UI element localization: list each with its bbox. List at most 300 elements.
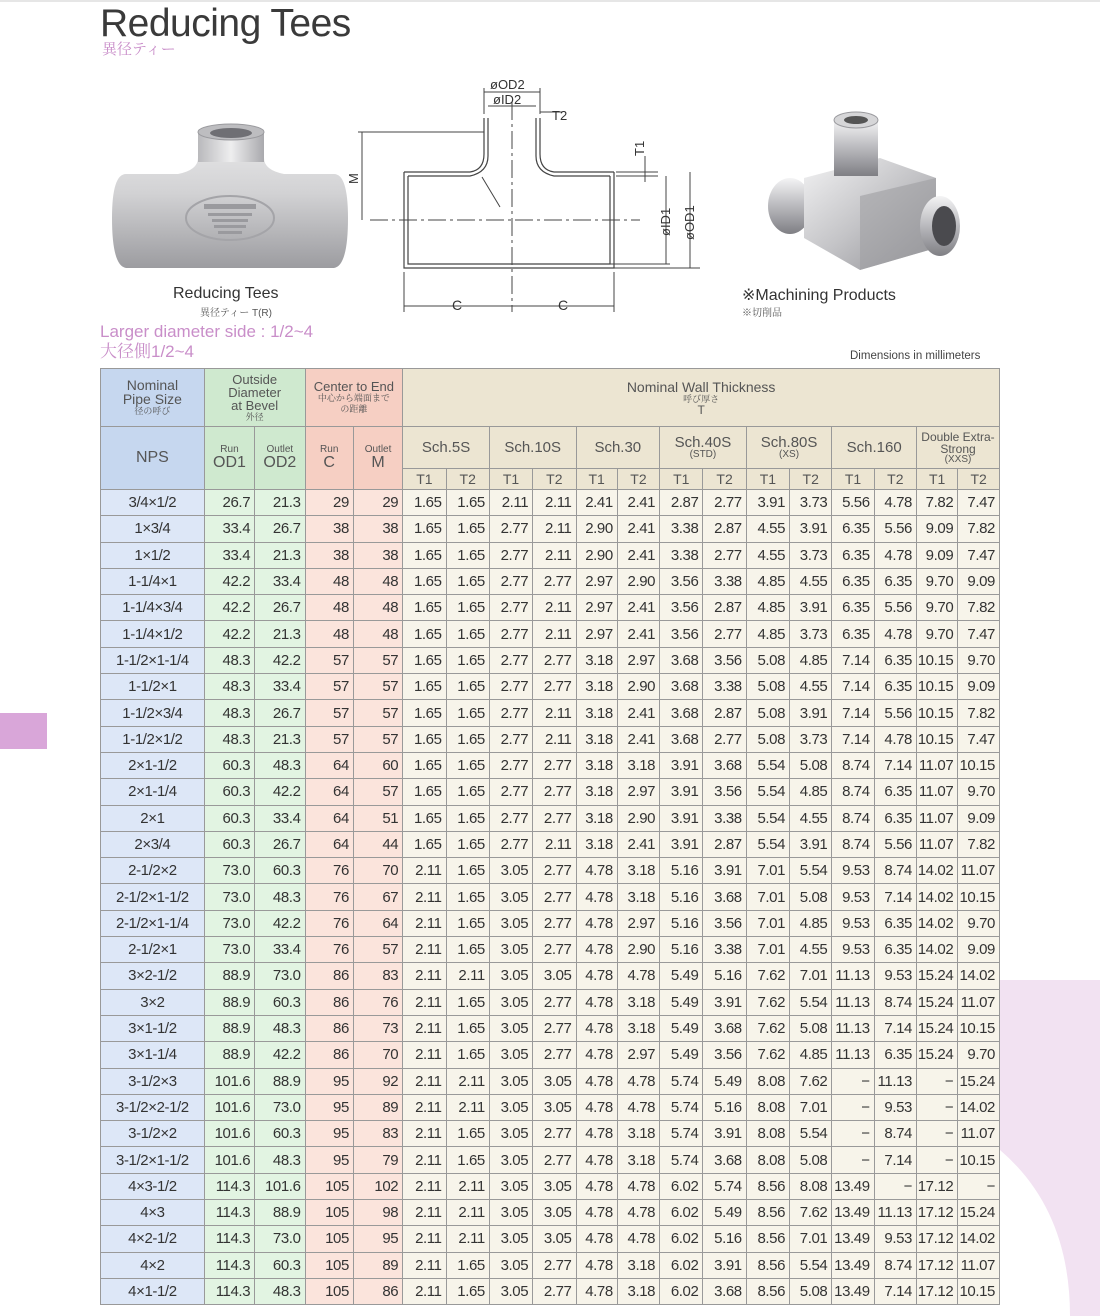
cell-sch40s-t2: 2.77 bbox=[703, 621, 746, 647]
cell-xxs-t2: 11.07 bbox=[958, 1252, 1000, 1278]
size-range bbox=[100, 322, 313, 362]
cell-sch80s-t2: 4.85 bbox=[790, 647, 832, 673]
header-t1: T1 bbox=[660, 469, 703, 490]
side-tab bbox=[0, 713, 47, 749]
cell-sch80s-t1: 7.62 bbox=[746, 1042, 789, 1068]
cell-xxs-t1: 17.12 bbox=[916, 1200, 957, 1226]
cell-run-od1: 60.3 bbox=[204, 831, 254, 857]
cell-xxs-t2: 10.15 bbox=[958, 752, 1000, 778]
cell-sch80s-t2: 7.62 bbox=[790, 1200, 832, 1226]
cell-sch80s-t1: 4.55 bbox=[746, 542, 789, 568]
cell-sch80s-t2: 4.55 bbox=[790, 568, 832, 594]
cell-sch160-t1: 7.14 bbox=[832, 674, 874, 700]
machining-caption: ※Machining Products bbox=[742, 287, 896, 304]
cell-sch30-t2: 4.78 bbox=[617, 963, 659, 989]
cell-sch5s-t1: 2.11 bbox=[403, 1094, 446, 1120]
header-sch-160: Sch.160 bbox=[832, 427, 917, 469]
cell-xxs-t2: 9.09 bbox=[958, 937, 1000, 963]
cell-sch30-t1: 4.78 bbox=[576, 1200, 617, 1226]
cell-sch5s-t2: 1.65 bbox=[446, 568, 489, 594]
cell-nps: 2-1/2×1-1/2 bbox=[101, 884, 205, 910]
cell-sch160-t2: 7.14 bbox=[874, 1015, 916, 1041]
cell-sch5s-t1: 1.65 bbox=[403, 674, 446, 700]
cell-run-c: 38 bbox=[305, 516, 353, 542]
cell-sch5s-t2: 2.11 bbox=[446, 1094, 489, 1120]
cell-sch30-t1: 4.78 bbox=[576, 1121, 617, 1147]
cell-sch80s-t2: 7.01 bbox=[790, 963, 832, 989]
label-c-left: C bbox=[452, 297, 463, 313]
cell-nps: 2×1-1/4 bbox=[101, 779, 205, 805]
cell-sch5s-t1: 1.65 bbox=[403, 490, 446, 516]
cell-run-c: 105 bbox=[305, 1278, 353, 1304]
cell-sch40s-t1: 3.68 bbox=[660, 700, 703, 726]
cell-sch5s-t2: 1.65 bbox=[446, 884, 489, 910]
cell-run-od1: 114.3 bbox=[204, 1200, 254, 1226]
cell-sch40s-t2: 5.16 bbox=[703, 963, 746, 989]
cell-sch5s-t1: 1.65 bbox=[403, 595, 446, 621]
cell-sch160-t2: 9.53 bbox=[874, 963, 916, 989]
cell-run-od1: 114.3 bbox=[204, 1173, 254, 1199]
cell-xxs-t2: 7.82 bbox=[958, 700, 1000, 726]
cell-sch80s-t2: 7.01 bbox=[790, 1094, 832, 1120]
cell-sch80s-t1: 7.01 bbox=[746, 937, 789, 963]
cell-sch80s-t2: 5.54 bbox=[790, 1252, 832, 1278]
header-t1: T1 bbox=[832, 469, 874, 490]
tee-caption-jp: 異径ティー T(R) bbox=[200, 308, 272, 319]
cell-sch10s-t1: 2.77 bbox=[489, 674, 532, 700]
cell-sch80s-t2: 3.73 bbox=[790, 726, 832, 752]
cell-sch30-t2: 4.78 bbox=[617, 1068, 659, 1094]
cell-sch80s-t2: 5.54 bbox=[790, 1121, 832, 1147]
cell-run-c: 105 bbox=[305, 1226, 353, 1252]
cell-sch10s-t2: 3.05 bbox=[533, 1068, 576, 1094]
cell-sch160-t1: 8.74 bbox=[832, 805, 874, 831]
cell-sch10s-t2: 2.77 bbox=[533, 1252, 576, 1278]
cell-sch10s-t2: 3.05 bbox=[533, 963, 576, 989]
cell-sch10s-t1: 3.05 bbox=[489, 1147, 532, 1173]
cell-nps: 2×1 bbox=[101, 805, 205, 831]
cell-sch80s-t1: 7.62 bbox=[746, 963, 789, 989]
cell-run-od1: 60.3 bbox=[204, 805, 254, 831]
cell-outlet-m: 76 bbox=[353, 989, 402, 1015]
cell-sch30-t1: 2.41 bbox=[576, 490, 617, 516]
cell-sch5s-t1: 1.65 bbox=[403, 621, 446, 647]
cell-xxs-t2: 9.09 bbox=[958, 805, 1000, 831]
table-row bbox=[101, 490, 1000, 516]
cell-outlet-od2: 101.6 bbox=[255, 1173, 305, 1199]
cell-sch10s-t2: 2.11 bbox=[533, 490, 576, 516]
cell-sch5s-t1: 1.65 bbox=[403, 568, 446, 594]
cell-outlet-m: 89 bbox=[353, 1094, 402, 1120]
cell-outlet-od2: 73.0 bbox=[255, 1094, 305, 1120]
cell-sch80s-t1: 7.62 bbox=[746, 989, 789, 1015]
cell-sch10s-t1: 3.05 bbox=[489, 1226, 532, 1252]
cell-nps: 3×2 bbox=[101, 989, 205, 1015]
cell-xxs-t1: 9.70 bbox=[916, 621, 957, 647]
cell-xxs-t2: 9.09 bbox=[958, 568, 1000, 594]
cell-sch10s-t1: 2.77 bbox=[489, 805, 532, 831]
cell-sch160-t1: − bbox=[832, 1121, 874, 1147]
cell-sch30-t2: 2.97 bbox=[617, 647, 659, 673]
cell-run-c: 64 bbox=[305, 779, 353, 805]
cell-nps: 4×3-1/2 bbox=[101, 1173, 205, 1199]
cell-sch40s-t1: 5.49 bbox=[660, 989, 703, 1015]
cell-sch80s-t1: 4.85 bbox=[746, 595, 789, 621]
table-row bbox=[101, 1200, 1000, 1226]
cell-nps: 1-1/2×1 bbox=[101, 674, 205, 700]
cell-sch10s-t1: 3.05 bbox=[489, 1094, 532, 1120]
header-nominal-wall-thickness: Nominal Wall Thickness 呼び厚さ T bbox=[403, 369, 1000, 427]
table-row bbox=[101, 1147, 1000, 1173]
cell-sch5s-t2: 1.65 bbox=[446, 989, 489, 1015]
label-t2: T2 bbox=[552, 108, 568, 123]
cell-sch30-t2: 2.41 bbox=[617, 516, 659, 542]
tee-dimension-drawing bbox=[340, 72, 730, 322]
cell-run-od1: 33.4 bbox=[204, 516, 254, 542]
cell-sch30-t1: 3.18 bbox=[576, 674, 617, 700]
cell-xxs-t1: 11.07 bbox=[916, 779, 957, 805]
cell-xxs-t1: 9.09 bbox=[916, 542, 957, 568]
cell-outlet-od2: 42.2 bbox=[255, 779, 305, 805]
cell-sch160-t2: 8.74 bbox=[874, 1121, 916, 1147]
cell-run-c: 57 bbox=[305, 674, 353, 700]
cell-sch5s-t2: 1.65 bbox=[446, 910, 489, 936]
cell-sch10s-t2: 2.77 bbox=[533, 647, 576, 673]
cell-sch40s-t1: 5.16 bbox=[660, 858, 703, 884]
cell-sch40s-t1: 6.02 bbox=[660, 1226, 703, 1252]
cell-sch30-t1: 4.78 bbox=[576, 884, 617, 910]
cell-sch160-t2: 8.74 bbox=[874, 858, 916, 884]
cell-sch40s-t2: 3.56 bbox=[703, 779, 746, 805]
table-body bbox=[101, 490, 1000, 1305]
cell-outlet-od2: 60.3 bbox=[255, 858, 305, 884]
cell-sch160-t1: − bbox=[832, 1094, 874, 1120]
cell-outlet-m: 73 bbox=[353, 1015, 402, 1041]
cell-sch30-t1: 2.97 bbox=[576, 568, 617, 594]
cell-run-od1: 88.9 bbox=[204, 989, 254, 1015]
cell-nps: 1-1/4×1 bbox=[101, 568, 205, 594]
cell-outlet-m: 89 bbox=[353, 1252, 402, 1278]
cell-xxs-t1: 17.12 bbox=[916, 1173, 957, 1199]
cell-sch30-t2: 2.41 bbox=[617, 595, 659, 621]
cell-sch160-t1: 13.49 bbox=[832, 1278, 874, 1304]
cell-outlet-od2: 42.2 bbox=[255, 910, 305, 936]
header-t1: T1 bbox=[746, 469, 789, 490]
cell-run-od1: 101.6 bbox=[204, 1147, 254, 1173]
cell-nps: 3×1-1/2 bbox=[101, 1015, 205, 1041]
cell-sch30-t1: 4.78 bbox=[576, 1226, 617, 1252]
cell-sch80s-t2: 5.54 bbox=[790, 989, 832, 1015]
cell-run-c: 76 bbox=[305, 910, 353, 936]
cell-sch40s-t2: 5.16 bbox=[703, 1094, 746, 1120]
cell-sch5s-t2: 1.65 bbox=[446, 516, 489, 542]
table-row bbox=[101, 700, 1000, 726]
cell-sch40s-t2: 3.56 bbox=[703, 910, 746, 936]
cell-sch10s-t1: 3.05 bbox=[489, 1200, 532, 1226]
cell-sch80s-t2: 5.08 bbox=[790, 1015, 832, 1041]
cell-sch160-t2: 6.35 bbox=[874, 779, 916, 805]
cell-run-od1: 73.0 bbox=[204, 858, 254, 884]
cell-sch10s-t1: 2.77 bbox=[489, 621, 532, 647]
cell-sch40s-t1: 5.16 bbox=[660, 910, 703, 936]
cell-xxs-t1: 11.07 bbox=[916, 805, 957, 831]
header-t1: T1 bbox=[489, 469, 532, 490]
header-t2: T2 bbox=[790, 469, 832, 490]
cell-xxs-t1: 15.24 bbox=[916, 1015, 957, 1041]
table-row bbox=[101, 621, 1000, 647]
cell-xxs-t2: 7.47 bbox=[958, 490, 1000, 516]
cell-sch160-t1: 5.56 bbox=[832, 490, 874, 516]
cell-xxs-t1: − bbox=[916, 1068, 957, 1094]
cell-sch10s-t2: 2.11 bbox=[533, 621, 576, 647]
cell-sch160-t2: 6.35 bbox=[874, 568, 916, 594]
cell-sch10s-t2: 2.77 bbox=[533, 1121, 576, 1147]
cell-xxs-t2: 14.02 bbox=[958, 1226, 1000, 1252]
cell-sch10s-t1: 3.05 bbox=[489, 1042, 532, 1068]
cell-outlet-m: 44 bbox=[353, 831, 402, 857]
cell-sch80s-t1: 7.01 bbox=[746, 884, 789, 910]
cell-outlet-m: 51 bbox=[353, 805, 402, 831]
cell-sch10s-t1: 2.77 bbox=[489, 700, 532, 726]
cell-sch160-t2: 11.13 bbox=[874, 1200, 916, 1226]
cell-sch5s-t2: 1.65 bbox=[446, 726, 489, 752]
cell-sch10s-t2: 2.77 bbox=[533, 1278, 576, 1304]
header-outlet-m: Outlet M bbox=[353, 427, 402, 490]
cell-sch40s-t1: 3.56 bbox=[660, 595, 703, 621]
cell-sch40s-t2: 3.91 bbox=[703, 858, 746, 884]
cell-xxs-t1: 7.82 bbox=[916, 490, 957, 516]
cell-sch40s-t2: 3.56 bbox=[703, 1042, 746, 1068]
cell-sch10s-t1: 3.05 bbox=[489, 937, 532, 963]
cell-sch30-t1: 2.90 bbox=[576, 542, 617, 568]
cell-sch5s-t1: 2.11 bbox=[403, 884, 446, 910]
cell-sch30-t1: 4.78 bbox=[576, 1278, 617, 1304]
cell-sch10s-t1: 3.05 bbox=[489, 1121, 532, 1147]
cell-sch30-t2: 4.78 bbox=[617, 1094, 659, 1120]
cell-outlet-od2: 60.3 bbox=[255, 1121, 305, 1147]
cell-sch80s-t1: 4.85 bbox=[746, 568, 789, 594]
cell-sch30-t2: 2.41 bbox=[617, 726, 659, 752]
cell-sch80s-t1: 7.01 bbox=[746, 858, 789, 884]
table-row bbox=[101, 674, 1000, 700]
cell-sch40s-t2: 3.56 bbox=[703, 647, 746, 673]
cell-outlet-m: 70 bbox=[353, 1042, 402, 1068]
header-t2: T2 bbox=[533, 469, 576, 490]
cell-run-od1: 88.9 bbox=[204, 1015, 254, 1041]
page-title: Reducing Tees bbox=[100, 2, 351, 45]
cell-sch10s-t2: 2.77 bbox=[533, 805, 576, 831]
cell-sch80s-t1: 4.55 bbox=[746, 516, 789, 542]
cell-sch10s-t1: 3.05 bbox=[489, 1173, 532, 1199]
cell-sch160-t2: 7.14 bbox=[874, 1278, 916, 1304]
cell-sch160-t1: 9.53 bbox=[832, 858, 874, 884]
table-row bbox=[101, 752, 1000, 778]
cell-run-od1: 114.3 bbox=[204, 1252, 254, 1278]
cell-xxs-t1: 17.12 bbox=[916, 1252, 957, 1278]
cell-outlet-od2: 60.3 bbox=[255, 989, 305, 1015]
table-row bbox=[101, 1068, 1000, 1094]
cell-xxs-t2: 15.24 bbox=[958, 1200, 1000, 1226]
cell-xxs-t1: 9.70 bbox=[916, 568, 957, 594]
cell-sch160-t2: 6.35 bbox=[874, 805, 916, 831]
cell-sch80s-t1: 4.85 bbox=[746, 621, 789, 647]
cell-sch80s-t2: 8.08 bbox=[790, 1173, 832, 1199]
cell-sch10s-t1: 3.05 bbox=[489, 1278, 532, 1304]
cell-sch30-t2: 3.18 bbox=[617, 1015, 659, 1041]
cell-run-c: 95 bbox=[305, 1068, 353, 1094]
cell-run-od1: 88.9 bbox=[204, 1042, 254, 1068]
page-subtitle-jp: 異径ティー bbox=[102, 41, 176, 58]
cell-sch30-t2: 4.78 bbox=[617, 1226, 659, 1252]
cell-sch5s-t2: 1.65 bbox=[446, 752, 489, 778]
cell-outlet-od2: 26.7 bbox=[255, 700, 305, 726]
cell-run-c: 86 bbox=[305, 963, 353, 989]
cell-sch30-t2: 3.18 bbox=[617, 989, 659, 1015]
cell-outlet-od2: 88.9 bbox=[255, 1068, 305, 1094]
cell-sch160-t2: 5.56 bbox=[874, 595, 916, 621]
cell-xxs-t1: − bbox=[916, 1121, 957, 1147]
cell-run-c: 86 bbox=[305, 1042, 353, 1068]
cell-outlet-od2: 26.7 bbox=[255, 516, 305, 542]
cell-nps: 1×1/2 bbox=[101, 542, 205, 568]
cell-run-c: 76 bbox=[305, 884, 353, 910]
cell-nps: 1-1/2×1/2 bbox=[101, 726, 205, 752]
cell-nps: 3/4×1/2 bbox=[101, 490, 205, 516]
cell-nps: 3-1/2×3 bbox=[101, 1068, 205, 1094]
cell-outlet-od2: 21.3 bbox=[255, 542, 305, 568]
cell-sch80s-t2: 5.08 bbox=[790, 1278, 832, 1304]
cell-sch160-t2: 5.56 bbox=[874, 700, 916, 726]
cell-outlet-m: 95 bbox=[353, 1226, 402, 1252]
cell-sch80s-t1: 7.01 bbox=[746, 910, 789, 936]
cell-outlet-od2: 21.3 bbox=[255, 726, 305, 752]
cell-sch30-t2: 2.97 bbox=[617, 1042, 659, 1068]
cell-sch160-t2: 5.56 bbox=[874, 831, 916, 857]
cell-xxs-t2: 15.24 bbox=[958, 1068, 1000, 1094]
header-sch-5s: Sch.5S bbox=[403, 427, 490, 469]
cell-sch5s-t2: 1.65 bbox=[446, 700, 489, 726]
cell-outlet-m: 86 bbox=[353, 1278, 402, 1304]
header-sch-30: Sch.30 bbox=[576, 427, 660, 469]
cell-sch40s-t2: 3.68 bbox=[703, 1147, 746, 1173]
cell-outlet-m: 57 bbox=[353, 726, 402, 752]
cell-outlet-od2: 42.2 bbox=[255, 647, 305, 673]
cell-nps: 1-1/4×1/2 bbox=[101, 621, 205, 647]
cell-sch40s-t2: 3.68 bbox=[703, 884, 746, 910]
cell-sch10s-t1: 3.05 bbox=[489, 1068, 532, 1094]
cell-sch40s-t2: 5.49 bbox=[703, 1200, 746, 1226]
header-t2: T2 bbox=[874, 469, 916, 490]
cell-sch30-t2: 3.18 bbox=[617, 1278, 659, 1304]
cell-xxs-t2: 7.47 bbox=[958, 542, 1000, 568]
cell-outlet-m: 83 bbox=[353, 1121, 402, 1147]
cell-sch30-t2: 2.41 bbox=[617, 621, 659, 647]
cell-run-c: 64 bbox=[305, 752, 353, 778]
cell-run-c: 95 bbox=[305, 1121, 353, 1147]
cell-xxs-t2: 11.07 bbox=[958, 1121, 1000, 1147]
cell-sch30-t2: 4.78 bbox=[617, 1200, 659, 1226]
table-row bbox=[101, 989, 1000, 1015]
cell-sch5s-t1: 1.65 bbox=[403, 726, 446, 752]
cell-run-c: 48 bbox=[305, 568, 353, 594]
cell-nps: 3-1/2×2-1/2 bbox=[101, 1094, 205, 1120]
reducing-tee-photo bbox=[108, 118, 352, 288]
cell-sch5s-t1: 2.11 bbox=[403, 1173, 446, 1199]
cell-run-c: 105 bbox=[305, 1173, 353, 1199]
cell-run-od1: 101.6 bbox=[204, 1068, 254, 1094]
cell-sch10s-t2: 3.05 bbox=[533, 1200, 576, 1226]
cell-sch5s-t1: 2.11 bbox=[403, 1147, 446, 1173]
machining-product-photo bbox=[760, 108, 960, 280]
table-row bbox=[101, 858, 1000, 884]
cell-sch30-t2: 2.41 bbox=[617, 542, 659, 568]
cell-sch40s-t2: 2.77 bbox=[703, 542, 746, 568]
cell-sch80s-t1: 8.56 bbox=[746, 1278, 789, 1304]
cell-outlet-od2: 21.3 bbox=[255, 490, 305, 516]
dimensions-note: Dimensions in millimeters bbox=[850, 350, 981, 362]
header-nominal-pipe-size: Nominal Pipe Size 径の呼び bbox=[101, 369, 205, 427]
cell-sch160-t2: 6.35 bbox=[874, 674, 916, 700]
cell-xxs-t2: 10.15 bbox=[958, 1147, 1000, 1173]
cell-xxs-t2: 7.47 bbox=[958, 621, 1000, 647]
cell-run-c: 76 bbox=[305, 937, 353, 963]
cell-sch30-t1: 4.78 bbox=[576, 989, 617, 1015]
cell-sch40s-t1: 5.74 bbox=[660, 1147, 703, 1173]
cell-run-od1: 33.4 bbox=[204, 542, 254, 568]
cell-sch5s-t1: 2.11 bbox=[403, 1278, 446, 1304]
cell-sch5s-t2: 1.65 bbox=[446, 1147, 489, 1173]
cell-sch160-t2: 7.14 bbox=[874, 752, 916, 778]
cell-sch80s-t1: 5.54 bbox=[746, 779, 789, 805]
cell-sch40s-t1: 3.91 bbox=[660, 831, 703, 857]
cell-sch30-t2: 2.90 bbox=[617, 805, 659, 831]
label-id1: øID1 bbox=[658, 207, 673, 236]
cell-run-c: 57 bbox=[305, 700, 353, 726]
cell-sch5s-t1: 1.65 bbox=[403, 516, 446, 542]
header-outside-diameter: Outside Diameter at Bevel 外径 bbox=[204, 369, 305, 427]
cell-nps: 2-1/2×1 bbox=[101, 937, 205, 963]
cell-sch80s-t1: 8.56 bbox=[746, 1226, 789, 1252]
cell-sch40s-t1: 5.74 bbox=[660, 1094, 703, 1120]
cell-xxs-t1: 14.02 bbox=[916, 884, 957, 910]
header-t1: T1 bbox=[576, 469, 617, 490]
table-row bbox=[101, 1226, 1000, 1252]
cell-sch10s-t1: 2.11 bbox=[489, 490, 532, 516]
cell-sch40s-t1: 2.87 bbox=[660, 490, 703, 516]
cell-sch10s-t2: 2.11 bbox=[533, 700, 576, 726]
cell-sch40s-t2: 3.91 bbox=[703, 1121, 746, 1147]
cell-sch5s-t1: 2.11 bbox=[403, 1252, 446, 1278]
cell-sch80s-t2: 3.91 bbox=[790, 595, 832, 621]
label-c-right: C bbox=[558, 297, 569, 313]
cell-sch5s-t2: 1.65 bbox=[446, 621, 489, 647]
cell-sch10s-t2: 2.11 bbox=[533, 831, 576, 857]
cell-sch160-t2: 7.14 bbox=[874, 1147, 916, 1173]
cell-sch10s-t1: 2.77 bbox=[489, 752, 532, 778]
table-row bbox=[101, 1094, 1000, 1120]
cell-sch30-t1: 3.18 bbox=[576, 779, 617, 805]
cell-sch160-t2: 8.74 bbox=[874, 989, 916, 1015]
table-row bbox=[101, 910, 1000, 936]
table-row bbox=[101, 1121, 1000, 1147]
cell-run-od1: 42.2 bbox=[204, 595, 254, 621]
cell-outlet-m: 48 bbox=[353, 568, 402, 594]
cell-run-od1: 73.0 bbox=[204, 937, 254, 963]
cell-sch40s-t1: 5.74 bbox=[660, 1068, 703, 1094]
cell-outlet-m: 57 bbox=[353, 674, 402, 700]
cell-sch40s-t2: 3.38 bbox=[703, 937, 746, 963]
cell-outlet-m: 83 bbox=[353, 963, 402, 989]
